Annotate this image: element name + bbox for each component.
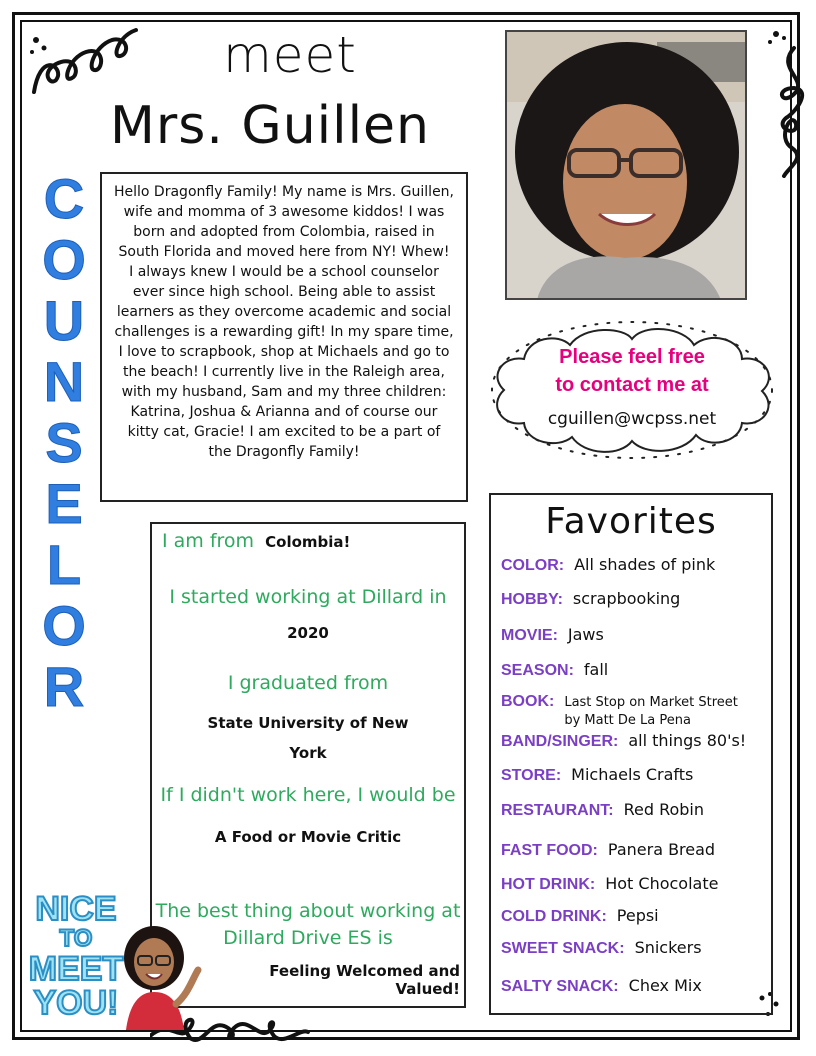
role-letter: L	[46, 533, 82, 596]
graduated-value-2: York	[289, 744, 327, 762]
contact-heading	[484, 343, 780, 399]
bitmoji-avatar-icon	[112, 920, 208, 1030]
favorite-book-value	[564, 694, 738, 730]
favorite-label: MOVIE:	[501, 627, 558, 644]
favorite-value: Last Stop on Market Street	[564, 695, 738, 710]
favorite-value: scrapbooking	[572, 589, 681, 608]
favorite-value: Chex Mix	[628, 976, 702, 995]
favorite-row-movie	[501, 625, 604, 645]
favorite-label: BAND/SINGER:	[501, 733, 619, 750]
role-letter: O	[42, 228, 86, 291]
title-meet: meet	[223, 26, 357, 84]
best-value: Feeling Welcomed and Valued!	[269, 962, 460, 998]
favorite-label: RESTAURANT:	[501, 802, 614, 819]
favorite-row-fast-food	[501, 840, 715, 860]
bio-box	[100, 172, 468, 502]
favorite-value: Red Robin	[623, 800, 705, 819]
page-title: Mrs. Guillen	[110, 96, 430, 156]
favorite-row-cold-drink	[501, 906, 659, 926]
role-letter: N	[43, 350, 85, 413]
favorite-value: Michaels Crafts	[571, 765, 694, 784]
favorite-row-hobby	[501, 589, 680, 609]
role-letter: C	[43, 167, 85, 230]
contact-line-2: to contact me at	[555, 374, 709, 396]
best-label-1: The best thing about working at	[155, 900, 461, 922]
alt-job-value: A Food or Movie Critic	[214, 828, 402, 846]
sticker-line-1: NICE	[35, 890, 117, 928]
favorite-row-band	[501, 731, 746, 751]
bio-paragraph-1: Hello Dragonfly Family! My name is Mrs. Guillen, wife and momma of 3 awesome kiddos! I was born and adopted from Colombia, raised in South Florida and moved here from NY! Whew!	[114, 184, 454, 260]
favorite-row-store	[501, 765, 693, 785]
favorite-label: SALTY SNACK:	[501, 978, 619, 995]
loop-doodle-top-left-icon	[20, 14, 150, 104]
started-label: I started working at Dillard in	[169, 586, 447, 608]
role-vertical-label	[36, 168, 92, 717]
role-letter: R	[43, 655, 85, 718]
contact-email[interactable]: cguillen@wcpss.net	[547, 409, 717, 429]
favorite-label: FAST FOOD:	[501, 842, 598, 859]
favorite-label: HOBBY:	[501, 591, 563, 608]
favorite-row-salty-snack	[501, 976, 702, 996]
from-value: Colombia!	[265, 533, 351, 551]
role-letter: E	[45, 472, 83, 535]
favorites-box	[489, 493, 773, 1015]
alt-job-label: If I didn't work here, I would be	[160, 784, 456, 806]
favorite-label: COLOR:	[501, 557, 565, 574]
started-value: 2020	[287, 624, 329, 642]
graduated-value-1: State University of New	[207, 714, 409, 732]
favorite-value: Panera Bread	[607, 840, 716, 859]
graduated-label: I graduated from	[227, 672, 389, 694]
contact-bubble	[484, 315, 780, 465]
role-letter: O	[42, 594, 86, 657]
favorite-value-2: by Matt De La Pena	[564, 713, 691, 728]
favorite-value: fall	[583, 660, 609, 679]
favorite-label: BOOK:	[501, 693, 555, 710]
bio-paragraph-2: I always knew I would be a school counselor ever since high school. Being able to assist learners as they overcome academic and social challenges is a rewarding gift! In my spare time, I love to scrapbook, shop at Michaels and go to the beach! I currently live in the Raleigh area, with my husband, Sam and my three children: Katrina, Joshua & Arianna and of course our kitty cat, Gracie! I am excited to be a part of the Dragonfly Family!	[114, 264, 454, 460]
favorite-row-book	[501, 693, 738, 730]
favorite-value: Pepsi	[616, 906, 659, 925]
favorite-label: COLD DRINK:	[501, 908, 607, 925]
sticker-line-2: TO	[59, 925, 93, 952]
role-letter: U	[43, 289, 85, 352]
loop-doodle-right-icon	[766, 28, 814, 178]
favorite-label: SWEET SNACK:	[501, 940, 625, 957]
best-label-2: Dillard Drive ES is	[223, 927, 393, 949]
favorite-row-hot-drink	[501, 874, 718, 894]
favorite-row-season	[501, 660, 608, 680]
role-letter: S	[45, 411, 83, 474]
favorite-value: Snickers	[634, 938, 702, 957]
favorite-value: Jaws	[567, 625, 604, 644]
contact-line-1: Please feel free	[559, 346, 705, 368]
favorite-label: HOT DRINK:	[501, 876, 596, 893]
profile-photo	[505, 30, 747, 300]
sticker-line-3: MEET	[28, 950, 124, 988]
favorite-label: SEASON:	[501, 662, 574, 679]
favorite-value: Hot Chocolate	[605, 874, 719, 893]
favorite-row-sweet-snack	[501, 938, 702, 958]
sticker-line-4: YOU!	[33, 984, 119, 1022]
favorite-row-restaurant	[501, 800, 704, 820]
favorite-row-color	[501, 555, 715, 575]
from-label: I am from	[162, 530, 255, 552]
favorite-value: All shades of pink	[574, 555, 716, 574]
favorite-label: STORE:	[501, 767, 562, 784]
favorite-value: all things 80's!	[628, 731, 747, 750]
favorites-title: Favorites	[545, 501, 717, 542]
